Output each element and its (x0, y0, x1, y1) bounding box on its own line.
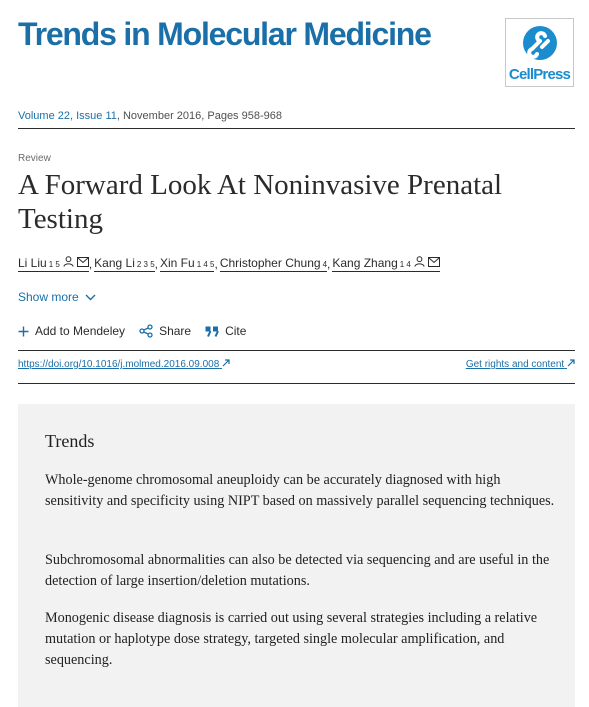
article-title: A Forward Look At Noninvasive Prenatal Testing (18, 169, 503, 235)
mendeley-label: Add to Mendeley (35, 324, 126, 338)
external-link-icon (567, 359, 575, 367)
author-name: Kang Li (94, 256, 135, 270)
show-more-label: Show more (18, 290, 79, 304)
author-affiliation: 1 4 5 (196, 260, 215, 269)
header-divider (18, 128, 575, 129)
add-to-mendeley-button[interactable] (18, 324, 125, 338)
author-separator: , (327, 257, 331, 271)
person-icon (414, 256, 425, 267)
author-name: Xin Fu (160, 256, 195, 270)
doi-link[interactable] (18, 359, 230, 370)
trend-paragraph: Whole-genome chromosomal aneuploidy can be accurately diagnosed with high sensitivity and specificity using NIPT based on massively parallel sequencing techniques. (45, 472, 555, 509)
author-xin-fu[interactable] (160, 256, 214, 272)
cellpress-logo[interactable] (505, 18, 574, 87)
mail-icon (77, 257, 89, 267)
share-button[interactable] (139, 324, 191, 338)
quote-icon (205, 326, 219, 337)
cellpress-logo-text: CellPress (508, 66, 571, 83)
author-affiliation: 4 (322, 260, 328, 269)
article-type: Review (18, 153, 51, 164)
author-list (18, 256, 440, 272)
trends-box (18, 404, 575, 707)
article-actions (18, 324, 246, 338)
cellpress-logo-icon (520, 25, 560, 61)
trends-heading: Trends (45, 431, 95, 451)
show-more-button[interactable] (18, 290, 96, 304)
author-kang-li[interactable] (94, 256, 155, 272)
author-name: Christopher Chung (219, 256, 321, 270)
author-affiliation: 1 5 (48, 260, 60, 269)
chevron-down-icon (85, 294, 96, 301)
doi-bottom-divider (18, 383, 575, 384)
mail-icon (428, 257, 440, 267)
share-label: Share (159, 324, 192, 338)
plus-icon (18, 326, 29, 337)
author-christopher-chung[interactable] (220, 256, 327, 272)
doi-text: https://doi.org/10.1016/j.molmed.2016.09.008 (18, 359, 220, 370)
person-icon (63, 256, 74, 267)
author-separator: , (214, 257, 218, 271)
get-rights-link[interactable] (466, 359, 575, 370)
trend-paragraph: Monogenic disease diagnosis is carried out using several strategies including a relative mutation or haplotype dose strategy, targeted single molecular amplification, and sequencing. (45, 610, 538, 668)
rights-text: Get rights and content (465, 359, 565, 370)
author-separator: , (154, 257, 158, 271)
author-affiliation: 1 4 (399, 260, 411, 269)
author-name: Li Liu (18, 256, 47, 270)
author-name: Kang Zhang (332, 256, 398, 270)
author-affiliation: 2 3 5 (136, 260, 155, 269)
trend-paragraph: Subchromosomal abnormalities can also be detected via sequencing and are useful in the detection of large insertion/deletion mutations. (45, 552, 550, 589)
author-li-liu[interactable] (18, 256, 89, 272)
share-icon (139, 324, 153, 338)
citation-line (18, 110, 282, 122)
external-link-icon (222, 359, 230, 367)
cite-label: Cite (225, 324, 247, 338)
doi-top-divider (18, 350, 575, 351)
author-separator: , (88, 257, 93, 271)
author-kang-zhang[interactable] (332, 256, 440, 272)
citation-rest: , November 2016, Pages 958-968 (116, 110, 282, 122)
journal-title[interactable]: Trends in Molecular Medicine (18, 16, 431, 52)
volume-issue-link[interactable]: Volume 22, Issue 11 (18, 110, 117, 122)
cite-button[interactable] (205, 324, 246, 338)
